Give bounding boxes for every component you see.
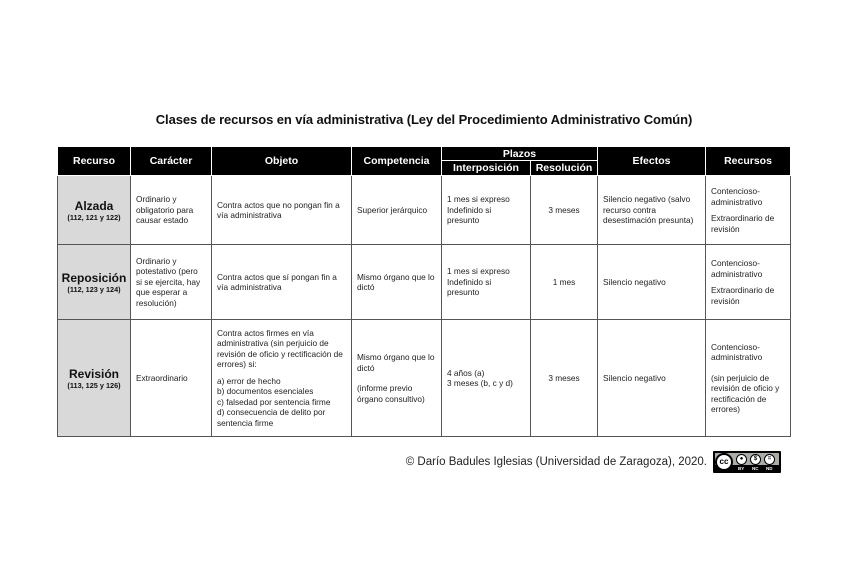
- recursos-line: Contencioso-administrativo: [711, 341, 763, 362]
- objeto-item: b) documentos esenciales: [217, 386, 314, 397]
- interposicion-cell: [442, 176, 531, 245]
- resolucion-cell: 3 meses: [531, 176, 598, 245]
- recursos-cell: [706, 320, 791, 437]
- license-nd: ND: [766, 466, 773, 471]
- recurso-name-cell: [58, 245, 131, 320]
- license-nc: NC: [752, 466, 759, 471]
- objeto-item: c) falsedad por sentencia firme: [217, 396, 331, 407]
- header-competencia: Competencia: [352, 147, 442, 176]
- table-row: [58, 245, 791, 320]
- recurso-articles: (113, 125 y 126): [67, 380, 121, 390]
- competencia-cell: [352, 320, 442, 437]
- objeto-item: a) error de hecho: [217, 375, 281, 386]
- interposicion-line: 4 años (a): [447, 367, 485, 378]
- efectos-cell: Silencio negativo (salvo recurso contra desestimación presunta): [598, 176, 706, 245]
- competencia-line: (informe previo órgano consultivo): [357, 383, 425, 404]
- recursos-line: (sin perjuicio de revisión de oficio y rectificación de errores): [711, 372, 780, 414]
- header-recurso: Recurso: [58, 147, 131, 176]
- recursos-line: Contencioso-administrativo: [711, 186, 763, 207]
- competencia-cell: Superior jerárquico: [352, 176, 442, 245]
- recurso-name-cell: [58, 176, 131, 245]
- table-row: [58, 176, 791, 245]
- objeto-cell: [212, 320, 352, 437]
- objeto-intro: Contra actos firmes en vía administrativa (sin perjuicio de revisión de oficio y rectificación de errores) si:: [217, 327, 343, 370]
- cc-icon: cc: [715, 453, 733, 471]
- resolucion-cell: 1 mes: [531, 245, 598, 320]
- competencia-line: Mismo órgano que lo dictó: [357, 352, 435, 373]
- recursos-cell: [706, 245, 791, 320]
- objeto-cell: Contra actos que no pongan fin a vía administrativa: [212, 176, 352, 245]
- resolucion-cell: 3 meses: [531, 320, 598, 437]
- competencia-cell: Mismo órgano que lo dictó: [352, 245, 442, 320]
- copyright-footer: © Darío Badules Iglesias (Universidad de Zaragoza), 2020.: [405, 456, 707, 468]
- recurso-name: Alzada: [74, 198, 114, 213]
- interposicion-line: Indefinido si presunto: [447, 276, 492, 298]
- recursos-line: Contencioso-administrativo: [711, 258, 763, 279]
- header-recursos: Recursos: [706, 147, 791, 176]
- document-title: Clases de recursos en vía administrativa (Ley del Procedimiento Administrativo Común): [155, 112, 693, 127]
- efectos-cell: Silencio negativo: [598, 320, 706, 437]
- objeto-cell: Contra actos que sí pongan fin a vía administrativa: [212, 245, 352, 320]
- no-money-icon: $: [750, 454, 761, 465]
- cc-license-badge: [713, 451, 781, 473]
- table-row: [58, 320, 791, 437]
- header-interposicion: Interposición: [442, 161, 531, 176]
- recursos-line: Extraordinario de revisión: [711, 285, 775, 306]
- caracter-cell: Extraordinario: [131, 320, 212, 437]
- recurso-name: Reposición: [61, 270, 127, 285]
- recurso-name-cell: [58, 320, 131, 437]
- header-objeto: Objeto: [212, 147, 352, 176]
- header-efectos: Efectos: [598, 147, 706, 176]
- recurso-articles: (112, 123 y 124): [67, 284, 121, 294]
- header-caracter: Carácter: [131, 147, 212, 176]
- recursos-cell: [706, 176, 791, 245]
- interposicion-line: 1 mes si expreso: [447, 194, 510, 205]
- efectos-cell: Silencio negativo: [598, 245, 706, 320]
- equal-icon: =: [764, 454, 775, 465]
- interposicion-cell: [442, 245, 531, 320]
- recurso-articles: (112, 121 y 122): [67, 212, 121, 222]
- header-resolucion: Resolución: [531, 161, 598, 176]
- interposicion-line: Indefinido si presunto: [447, 204, 492, 226]
- interposicion-line: 1 mes si expreso: [447, 266, 510, 277]
- recursos-line: Extraordinario de revisión: [711, 213, 775, 234]
- interposicion-line: 3 meses (b, c y d): [447, 378, 513, 388]
- header-plazos: Plazos: [442, 147, 598, 161]
- recurso-name: Revisión: [68, 366, 119, 381]
- objeto-item: d) consecuencia de delito por sentencia firme: [217, 407, 326, 428]
- person-icon: ●: [736, 454, 747, 465]
- interposicion-cell: [442, 320, 531, 437]
- recursos-table: [57, 146, 791, 437]
- license-by: BY: [738, 466, 745, 471]
- caracter-cell: Ordinario y potestativo (pero si se ejercita, hay que esperar a resolución): [131, 245, 212, 320]
- caracter-cell: Ordinario y obligatorio para causar estado: [131, 176, 212, 245]
